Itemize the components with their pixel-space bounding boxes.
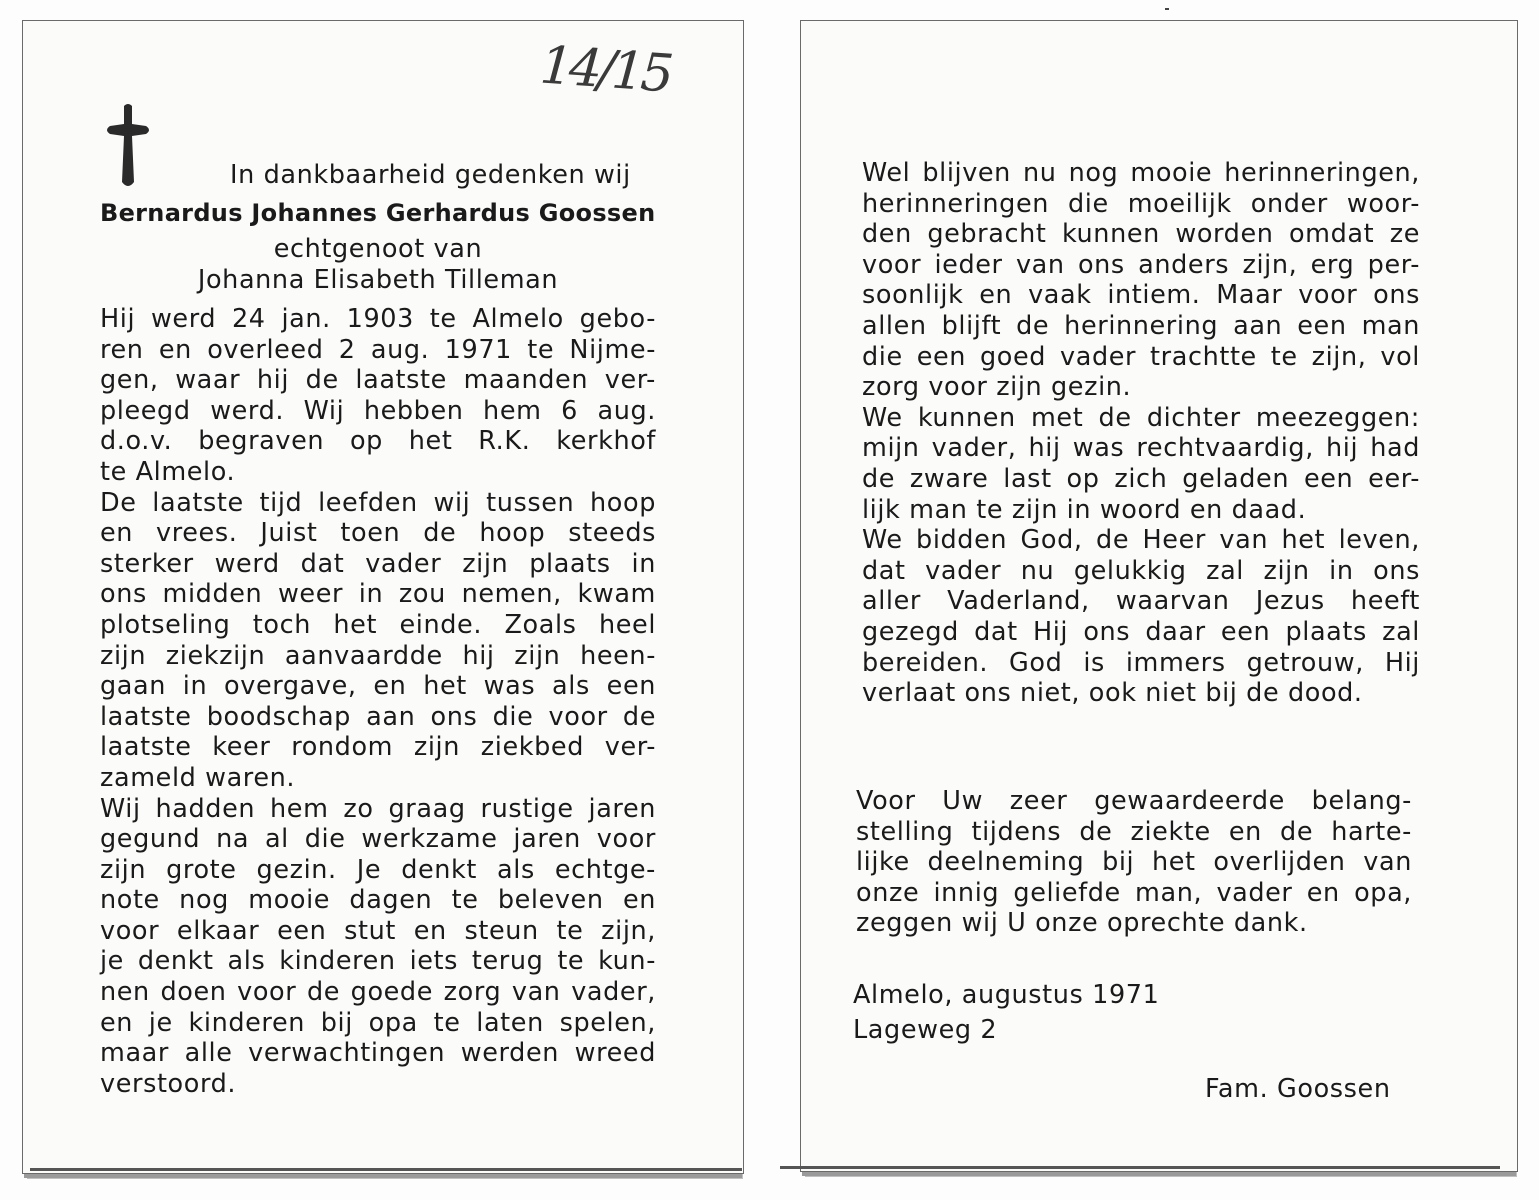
text-line: verstoord.	[100, 1068, 237, 1099]
text-line: voor elkaar een stut en steun te zijn,	[100, 915, 656, 946]
handwritten-note: 14/15	[538, 35, 672, 105]
text-line: De laatste tijd leefden wij tussen hoop	[100, 487, 656, 518]
place-date: Almelo, augustus 1971	[853, 980, 1160, 1010]
text-line: de zware last op zich geladen een eer-	[862, 463, 1420, 494]
text-line: zameld waren.	[100, 762, 296, 793]
text-line: We kunnen met de dichter meezeggen:	[862, 402, 1420, 433]
text-line: zorg voor zijn gezin.	[862, 372, 1132, 403]
spouse-label: echtgenoot van	[273, 234, 483, 264]
text-line: note nog mooie dagen te beleven en	[100, 885, 656, 916]
text-line: gezegd dat Hij ons daar een plaats zal	[862, 616, 1420, 647]
text-line: gen, waar hij de laatste maanden ver-	[100, 365, 656, 396]
text-line: maar alle verwachtingen werden wreed	[100, 1038, 656, 1069]
text-line: voor ieder van ons anders zijn, erg per-	[862, 249, 1420, 280]
text-line: je denkt als kinderen iets terug te kun-	[100, 946, 656, 977]
text-line: ons midden weer in zou nemen, kwam	[100, 579, 656, 610]
text-line: aller Vaderland, waarvan Jezus heeft	[862, 586, 1420, 617]
text-line: zijn ziekzijn aanvaardde hij zijn heen-	[100, 640, 656, 671]
text-line: d.o.v. begraven op het R.K. kerkhof	[100, 426, 656, 457]
right-card-bottom-edge	[780, 1166, 1500, 1169]
text-line: Wel blijven nu nog mooie herinneringen,	[862, 158, 1420, 188]
text-line: gegund na al die werkzame jaren voor	[100, 824, 656, 855]
text-line: bereiden. God is immers getrouw, Hij	[862, 647, 1420, 678]
text-line: lijk man te zijn in woord en daad.	[862, 494, 1307, 525]
text-line: ren en overleed 2 aug. 1971 te Nijme-	[100, 334, 656, 365]
text-line: verlaat ons niet, ook niet bij de dood.	[862, 678, 1363, 709]
thanks-text	[856, 786, 1412, 939]
text-line: plotseling toch het einde. Zoals heel	[100, 609, 656, 640]
text-line: stelling tijdens de ziekte en de harte-	[856, 816, 1412, 847]
text-line: Wij hadden hem zo graag rustige jaren	[100, 793, 656, 824]
text-line: Voor Uw zeer gewaardeerde belang-	[856, 786, 1412, 816]
cross-icon	[100, 102, 156, 190]
text-line: den gebracht kunnen worden omdat ze	[862, 219, 1420, 250]
address: Lageweg 2	[853, 1015, 998, 1045]
text-line: onze innig geliefde man, vader en opa,	[856, 877, 1412, 908]
left-card-bottom-edge	[30, 1168, 742, 1171]
right-body-text	[862, 158, 1420, 709]
deceased-name: Bernardus Johannes Gerhardus Goossen	[100, 199, 656, 227]
text-line: allen blijft de herinnering aan een man	[862, 310, 1420, 341]
text-line: zijn grote gezin. Je denkt als echtge-	[100, 854, 656, 885]
text-line: herinneringen die moeilijk onder woor-	[862, 188, 1420, 219]
text-line: dat vader nu gelukkig zal zijn in ons	[862, 555, 1420, 586]
text-line: We bidden God, de Heer van het leven,	[862, 525, 1420, 556]
intro-line: In dankbaarheid gedenken wij	[230, 160, 631, 190]
text-line: soonlijk en vaak intiem. Maar voor ons	[862, 280, 1420, 311]
text-line: die een goed vader trachtte te zijn, vol	[862, 341, 1420, 372]
text-line: en je kinderen bij opa te laten spelen,	[100, 1007, 656, 1038]
text-line: laatste boodschap aan ons die voor de	[100, 701, 656, 732]
text-line: pleegd werd. Wij hebben hem 6 aug.	[100, 395, 656, 426]
text-line: nen doen voor de goede zorg van vader,	[100, 977, 656, 1008]
text-line: mijn vader, hij was rechtvaardig, hij had	[862, 433, 1420, 464]
text-line: laatste keer rondom zijn ziekbed ver-	[100, 732, 656, 763]
text-line: gaan in overgave, en het was als een	[100, 671, 656, 702]
text-line: Hij werd 24 jan. 1903 te Almelo gebo-	[100, 304, 656, 334]
text-line: en vrees. Juist toen de hoop steeds	[100, 518, 656, 549]
text-line: lijke deelneming bij het overlijden van	[856, 847, 1412, 878]
left-body-text	[100, 304, 656, 1099]
spouse-name: Johanna Elisabeth Tilleman	[197, 265, 559, 295]
scan-speck	[1165, 8, 1169, 10]
family-signature: Fam. Goossen	[1205, 1074, 1391, 1104]
text-line: sterker werd dat vader zijn plaats in	[100, 548, 656, 579]
text-line: zeggen wij U onze oprechte dank.	[856, 908, 1308, 939]
text-line: te Almelo.	[100, 456, 236, 487]
